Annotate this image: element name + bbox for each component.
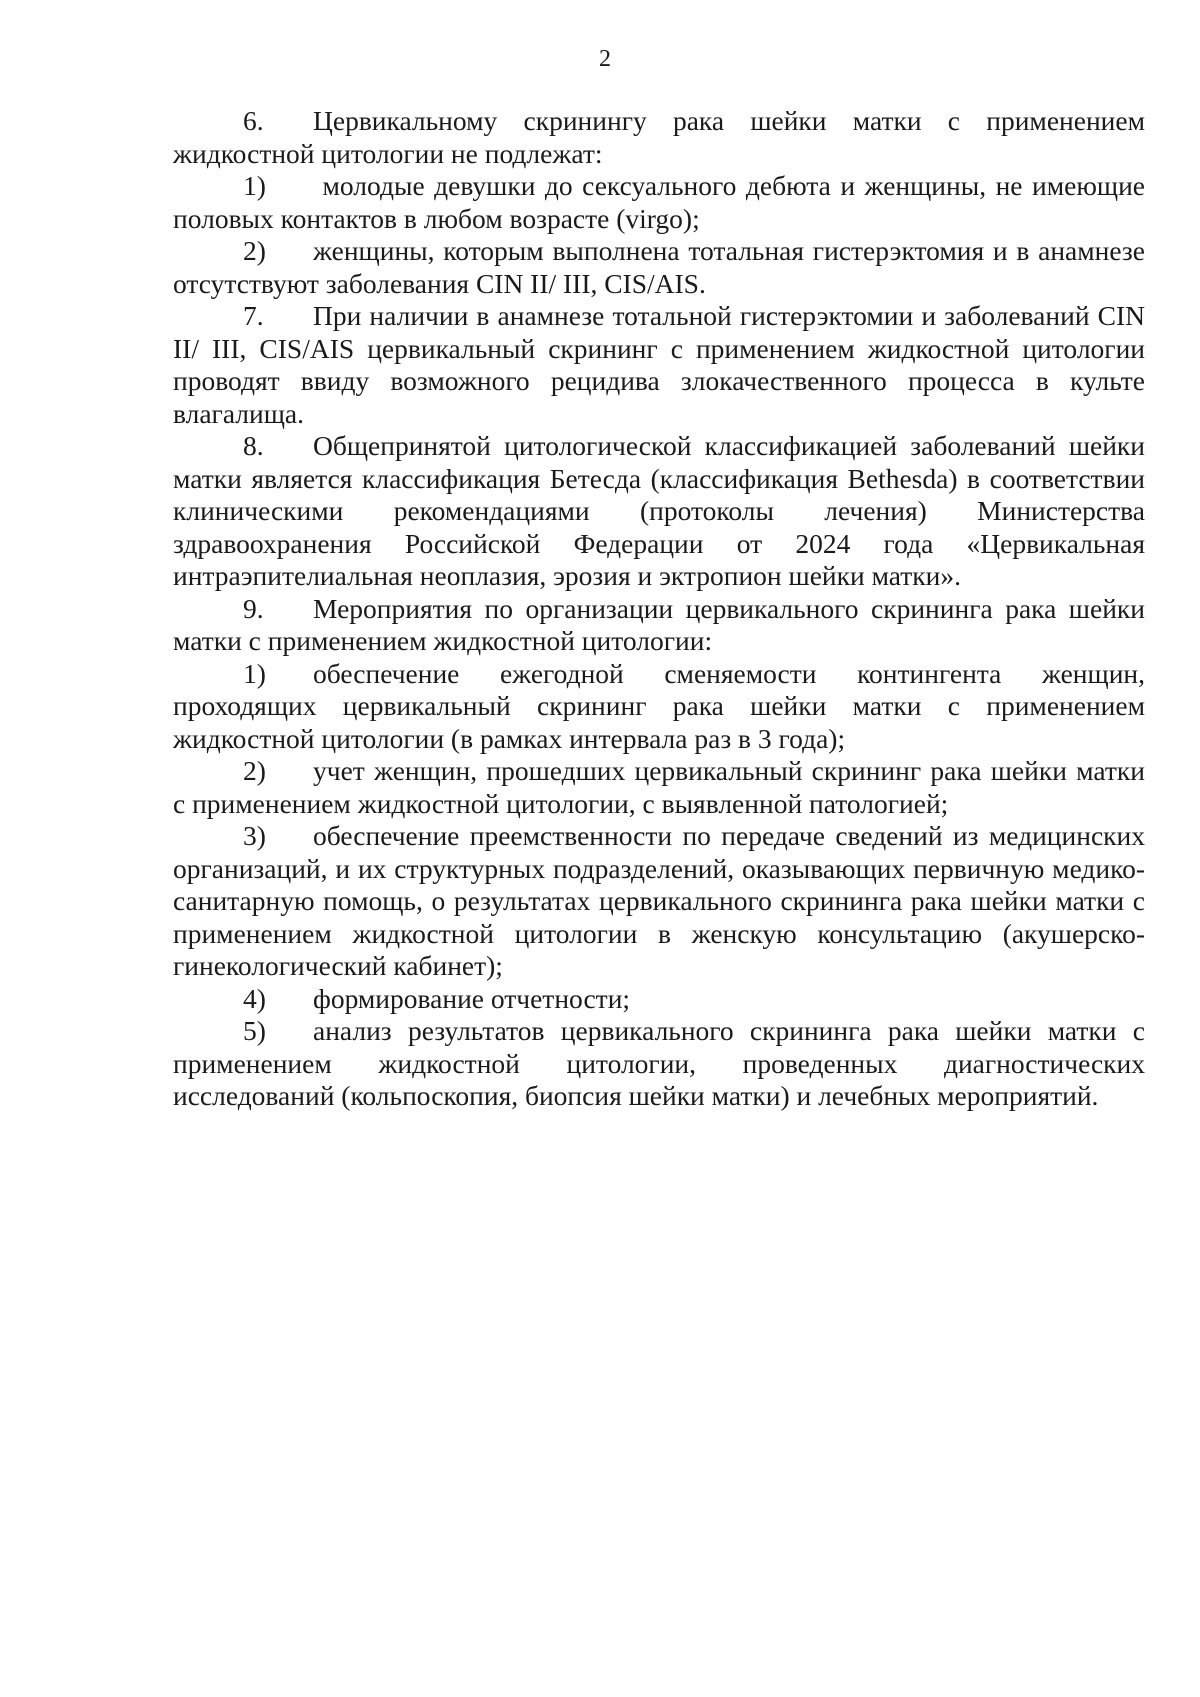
- list-item-text: молодые девушки до сексуального дебюта и женщины, не имеющие половых контактов в любом возрасте (virgo);: [173, 170, 1145, 234]
- paragraph-7: [173, 300, 1145, 430]
- paragraph-text: Цервикальному скринингу рака шейки матки с применением жидкостной цитологии не подлежат:: [173, 105, 1145, 169]
- paragraph-number: 8.: [243, 430, 264, 461]
- paragraph-text: Мероприятия по организации цервикального скрининга рака шейки матки с применением жидкостной цитологии:: [173, 592, 1145, 656]
- paragraph-number: 9.: [243, 592, 264, 624]
- list-item-text: анализ результатов цервикального скрининга рака шейки матки с применением жидкостной цитологии, проведенных диагностических исследований (кольпоскопия, биопсия шейки матки) и лечебных мероприятий.: [173, 1015, 1145, 1111]
- list-item-9-1: [173, 658, 1145, 756]
- paragraph-text: Общепринятой цитологической классификацией заболеваний шейки матки является классификация Бетесда (классификация Bethesda) в соответствии клиническими рекомендациями (протоколы лечения) Министерства здравоохранения Российской Федерации от 2024 года «Цервикальная интраэпителиальная неоплазия, эрозия и эктропион шейки матки».: [173, 430, 1145, 591]
- document-body: [173, 105, 1145, 1113]
- list-item-9-2: [173, 755, 1145, 820]
- list-item-text: обеспечение ежегодной сменяемости контингента женщин, проходящих цервикальный скрининг рака шейки матки с применением жидкостной цитологии (в рамках интервала раз в 3 года);: [173, 657, 1145, 754]
- list-item-number: 1): [243, 170, 266, 201]
- list-item-number: 1): [243, 657, 266, 689]
- list-item-6-2: [173, 235, 1145, 300]
- list-item-text: формирование отчетности;: [313, 982, 631, 1014]
- list-item-6-1: [173, 170, 1145, 235]
- paragraph-text: При наличии в анамнезе тотальной гистерэктомии и заболеваний CIN II/ III, CIS/AIS цервикальный скрининг с применением жидкостной цитологии проводят ввиду возможного рецидива злокачественного процесса в культе влагалища.: [173, 300, 1145, 429]
- list-item-number: 2): [243, 755, 266, 786]
- list-item-text: учет женщин, прошедших цервикальный скрининг рака шейки матки с применением жидкостной цитологии, с выявленной патологией;: [173, 755, 1145, 819]
- paragraph-9: [173, 593, 1145, 658]
- paragraph-number: 7.: [243, 300, 264, 331]
- list-item-9-4: [173, 983, 1145, 1016]
- paragraph-6: [173, 105, 1145, 170]
- paragraph-number: 6.: [243, 105, 264, 136]
- paragraph-8: [173, 430, 1145, 593]
- list-item-text: обеспечение преемственности по передаче сведений из медицинских организаций, и их структурных подразделений, оказывающих первичную медико-санитарную помощь, о результатах цервикального скрининга рака шейки матки с применением жидкостной цитологии в женскую консультацию (акушерско-гинекологический кабинет);: [173, 820, 1145, 981]
- list-item-number: 3): [243, 820, 266, 851]
- list-item-number: 4): [243, 982, 266, 1014]
- list-item-number: 5): [243, 1015, 266, 1046]
- list-item-number: 2): [243, 235, 266, 266]
- list-item-text: женщины, которым выполнена тотальная гистерэктомия и в анамнезе отсутствуют заболевания CIN II/ III, CIS/AIS.: [173, 235, 1145, 299]
- list-item-9-5: [173, 1015, 1145, 1113]
- page-number: 2: [599, 46, 611, 72]
- list-item-9-3: [173, 820, 1145, 983]
